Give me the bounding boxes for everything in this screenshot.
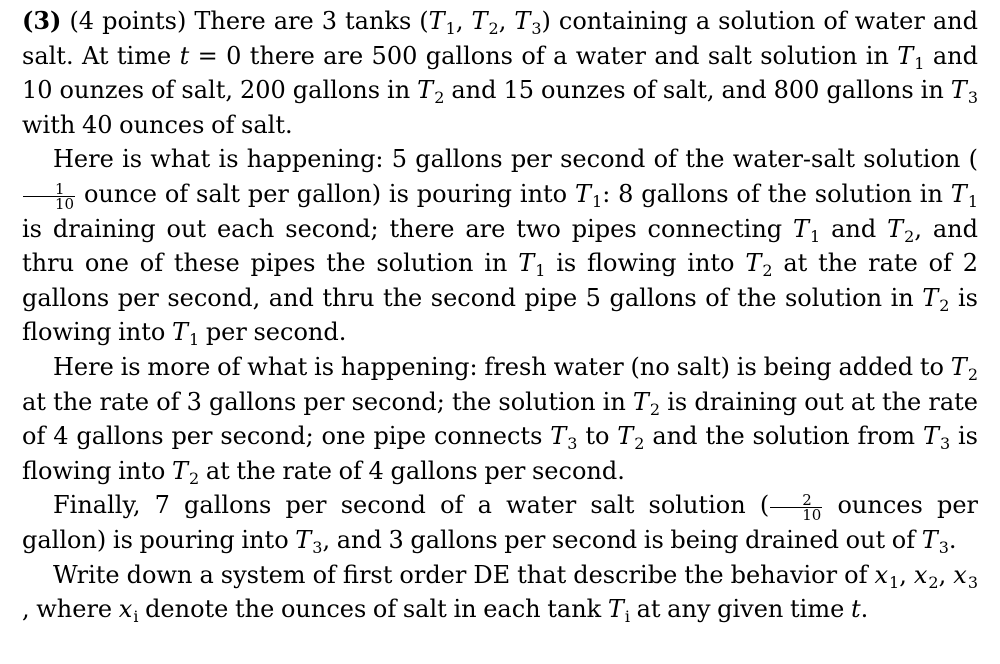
text: is flowing into (22, 422, 978, 485)
text: at the rate of 2 gallons per second, and thru the second pipe 5 gallons of the solution in (22, 249, 979, 312)
text: , (455, 7, 472, 35)
math-sub: 3 (938, 537, 949, 557)
text: ) containing a solution of water and salt. At time (22, 7, 978, 70)
text: at the rate of 4 gallons per second. (199, 456, 625, 485)
math-sub: 2 (928, 572, 939, 592)
problem-number: (3) (22, 6, 62, 35)
math-var: T (887, 214, 904, 243)
text: : 8 gallons of the solution in (602, 179, 951, 208)
math-var: T (518, 249, 535, 278)
text: with 40 ounces of salt. (22, 110, 293, 139)
math-sub: 2 (189, 468, 200, 488)
text: per second. (199, 318, 347, 347)
math-var: T (617, 422, 634, 451)
math-sub: 2 (762, 261, 773, 281)
text: , and 3 gallons per second is being drained out of (322, 525, 922, 554)
text: , (938, 560, 954, 589)
math-sub: 2 (434, 88, 445, 108)
math-var: T (897, 41, 914, 70)
math-var: T (745, 249, 762, 278)
tank3-paragraph (22, 488, 978, 557)
math-var: t (850, 595, 861, 624)
text: , where (22, 595, 119, 624)
math-var: T (471, 7, 488, 35)
math-sub: 1 (592, 191, 603, 211)
math-var: T (950, 76, 967, 105)
math-var: T (607, 595, 624, 624)
math-var: x (913, 560, 928, 589)
tank2-paragraph (22, 350, 978, 488)
text: at any given time (629, 595, 851, 624)
math-sub: 1 (535, 261, 546, 281)
math-sub: 2 (904, 226, 915, 246)
math-sub: 2 (939, 295, 950, 315)
math-sub: 2 (488, 19, 499, 38)
math-var: T (921, 525, 938, 554)
math-var: T (950, 352, 967, 381)
math-sub: i (624, 607, 630, 627)
math-var: T (550, 422, 567, 451)
math-var: T (514, 7, 531, 35)
text: is draining out each second; there are two pipes connecting (22, 214, 794, 243)
math-var: T (171, 456, 188, 485)
text: = 0 there are 500 gallons of a water and salt solution in (189, 41, 898, 70)
math-var: T (922, 422, 939, 451)
math-var: T (417, 76, 434, 105)
math-sub: 3 (567, 434, 578, 454)
text: ounce of salt per gallon) is pouring into (76, 179, 575, 208)
math-sub: 2 (634, 434, 645, 454)
math-var: T (632, 387, 649, 416)
math-var: T (922, 283, 939, 312)
text: is draining out at the rate of 4 gallons per second; one pipe connects (22, 387, 978, 451)
math-var: x (953, 560, 967, 589)
text: There are 3 tanks ( (194, 7, 429, 35)
text: and the solution from (644, 422, 923, 451)
text: and 15 ounzes of salt, and 800 gallons in (444, 76, 951, 105)
text: . (948, 525, 957, 554)
problem-intro-paragraph (22, 4, 978, 142)
text: is flowing into (22, 283, 978, 347)
fraction-numerator: 1 (23, 182, 75, 197)
question-paragraph (22, 558, 978, 627)
text: , (498, 7, 515, 35)
math-var: x (874, 560, 889, 589)
text: Finally, 7 gallons per second of a water salt solution ( (53, 491, 770, 520)
math-sub: 2 (649, 399, 661, 419)
text: and 10 ounzes of salt, 200 gallons in (22, 41, 979, 105)
fraction-one-tenth (23, 179, 75, 213)
math-var: t (179, 41, 190, 70)
math-sub: 1 (810, 226, 821, 246)
math-sub: 3 (939, 434, 951, 454)
math-sub: 1 (914, 53, 925, 73)
math-sub: 2 (967, 364, 978, 384)
math-sub: 1 (189, 330, 200, 350)
math-sub: 3 (967, 572, 978, 592)
inflow-paragraph (22, 142, 978, 350)
text: Here is more of what is happening: fresh water (no salt) is being added to (53, 352, 951, 381)
math-var: T (428, 7, 445, 35)
text: ounces per gallon) is pouring into (22, 491, 979, 554)
math-var: T (295, 525, 312, 554)
math-var: x (118, 595, 133, 624)
math-var: T (950, 179, 967, 208)
math-sub: 3 (312, 537, 323, 557)
text: is flowing into (545, 249, 746, 278)
text: Write down a system of first order DE that describe the behavior of (53, 560, 875, 589)
math-var: T (575, 179, 592, 208)
text: , and thru one of these pipes the solution in (22, 214, 978, 278)
math-sub: 3 (531, 19, 542, 38)
math-sub: 1 (889, 572, 900, 592)
fraction-denominator: 10 (55, 194, 75, 213)
text: , (899, 560, 914, 589)
math-var: T (793, 214, 810, 243)
math-var: T (171, 318, 188, 347)
text: Here is what is happening: 5 gallons per second of the water-salt solution ( (53, 145, 978, 174)
math-sub: 1 (967, 191, 978, 211)
text: at the rate of 3 gallons per second; the solution in (22, 387, 633, 416)
fraction-two-tenths (770, 491, 822, 525)
math-sub: 3 (967, 88, 978, 108)
math-sub: 1 (445, 19, 456, 38)
fraction-numerator: 2 (770, 493, 822, 508)
text: denote the ounces of salt in each tank (138, 595, 608, 624)
fraction-denominator: 10 (802, 506, 822, 525)
problem-points: (4 points) (69, 7, 187, 35)
text: . (860, 595, 869, 624)
math-sub: i (133, 607, 139, 627)
text: to (577, 422, 618, 451)
text: and (820, 214, 888, 243)
